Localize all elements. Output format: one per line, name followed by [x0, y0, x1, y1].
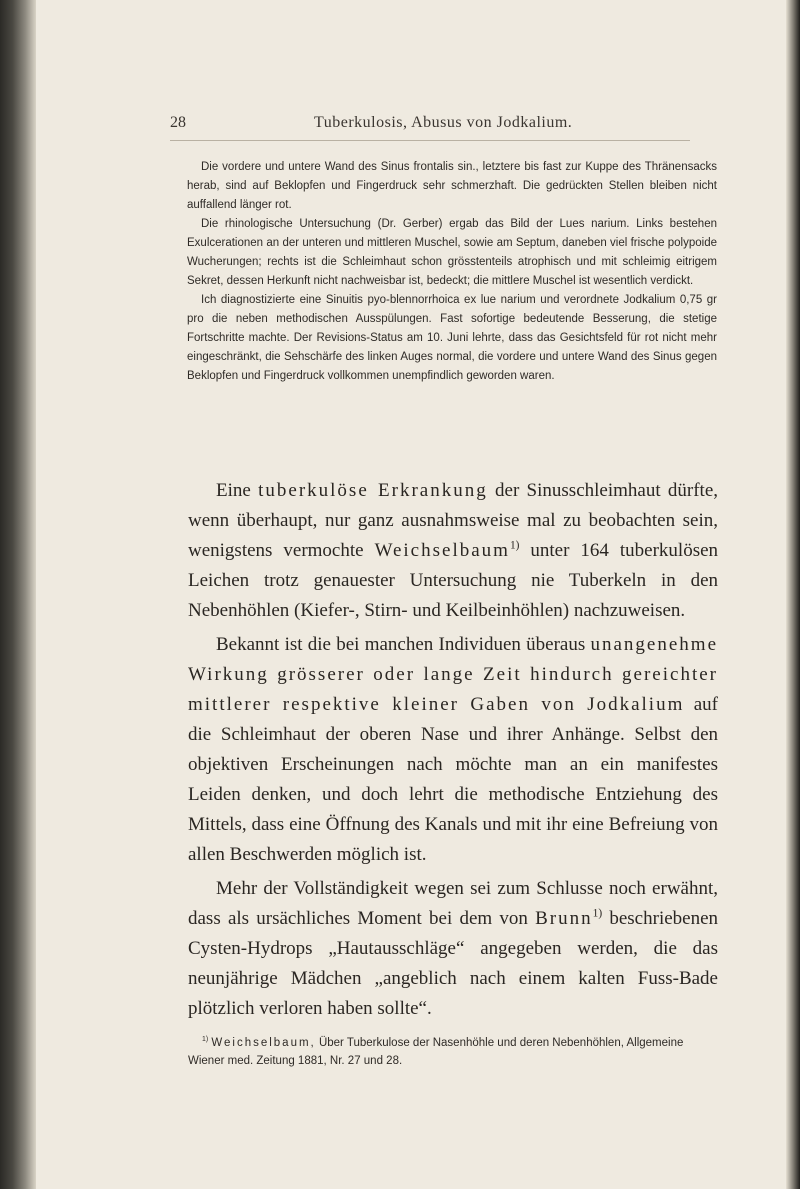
scan-right-edge: [786, 0, 800, 1189]
footnote-ref: 1): [592, 907, 603, 920]
page-number: 28: [170, 114, 186, 131]
author-name: Weichselbaum: [374, 540, 510, 561]
main-text-section: [188, 476, 718, 1028]
footnote-text: Über Tuberkulose der Nasenhöhle und deren Nebenhöhlen, Allgemeine Wiener med. Zeitung 1881, Nr. 27 und 28.: [188, 1037, 684, 1067]
author-name: Brunn: [535, 908, 593, 929]
small-paragraph-3: Ich diagnostizierte eine Sinuitis pyo-blennorrhoica ex lue narium und verordnete Jodkalium 0,75 gr pro die neben methodischen Ausspülungen. Fast sofortige bedeutende Besserung, die stetige Fortschritte machte. Der Revisions-Status am 10. Juni lehrte, dass das Gesichtsfeld für rot nicht mehr eingeschränkt, die Sehschärfe des linken Auges normal, die vordere und untere Wand des Sinus gegen Beklopfen und Fingerdruck vollkommen unempfindlich geworden waren.: [187, 294, 717, 382]
small-paragraph-1: Die vordere und untere Wand des Sinus frontalis sin., letztere bis fast zur Kuppe des Thränensacks herab, sind auf Beklopfen und Fingerdruck sehr schmerzhaft. Die gedrückten Stellen bleiben nicht auffallend länger rot.: [187, 161, 717, 211]
emphasis-run: unangenehme Wirkung grösserer oder lange Zeit hindurch gereichter mittlerer respektive kleiner Gaben von Jodkalium: [188, 634, 718, 715]
small-print-section: [187, 158, 717, 386]
text-run: der Sinusschleimhaut dürfte, wenn überhaupt, nur ganz ausnahmsweise mal zu beobachten sein, wenigstens vermochte: [188, 480, 718, 561]
header-rule: [170, 140, 690, 141]
main-paragraph-2: [188, 630, 718, 870]
text-run: beschriebenen Cysten-Hydrops „Hautausschläge“ angegeben werden, die das neunjährige Mädchen „angeblich nach einem kalten Fuss-Bade plötzlich verloren haben sollte“.: [188, 908, 719, 1019]
text-run: Mehr der Vollständigkeit wegen sei zum Schlusse noch erwähnt, dass als ursächliches Moment bei dem von: [188, 878, 718, 929]
footnote: [188, 1034, 718, 1070]
text-run: Bekannt ist die bei manchen Individuen überaus: [216, 634, 586, 655]
page-header: [170, 114, 690, 138]
text-run: Eine: [216, 480, 251, 501]
scan-binding-edge: [0, 0, 36, 1189]
text-run: auf die Schleimhaut der oberen Nase und ihrer Anhänge. Selbst den objektiven Erscheinungen nach möchte man an ein manifestes Leiden denken, und doch lehrt die methodische Entziehung des Mittels, dass eine Öffnung des Kanals und mit ihr eine Befreiung von allen Beschwerden möglich ist.: [188, 694, 718, 865]
emphasis-run: tuberkulöse Erkrankung: [258, 480, 488, 501]
text-run: unter 164 tuberkulösen Leichen trotz genauester Untersuchung nie Tuberkeln in den Nebenhöhlen (Kiefer-, Stirn- und Keilbeinhöhlen) nachzuweisen.: [188, 540, 719, 621]
small-paragraph-2: Die rhinologische Untersuchung (Dr. Gerber) ergab das Bild der Lues narium. Links bestehen Exulcerationen an der unteren und mittleren Muschel, sowie am Septum, daneben viel frische polypoide Wucherungen; rechts ist die Schleimhaut schon grösstenteils atrophisch und mit schleimig eitrigem Sekret, dessen Herkunft nicht nachweisbar ist, bedeckt; die mittlere Muschel ist wesentlich verdickt.: [187, 218, 717, 287]
main-paragraph-3: [188, 874, 718, 1024]
footnote-ref: 1): [509, 539, 520, 552]
running-head: Tuberkulosis, Abusus von Jodkalium.: [314, 114, 573, 131]
footnote-marker: 1): [202, 1036, 209, 1044]
main-paragraph-1: [188, 476, 718, 626]
footnote-author: Weichselbaum,: [211, 1037, 316, 1049]
footnote-entry: [188, 1034, 718, 1070]
